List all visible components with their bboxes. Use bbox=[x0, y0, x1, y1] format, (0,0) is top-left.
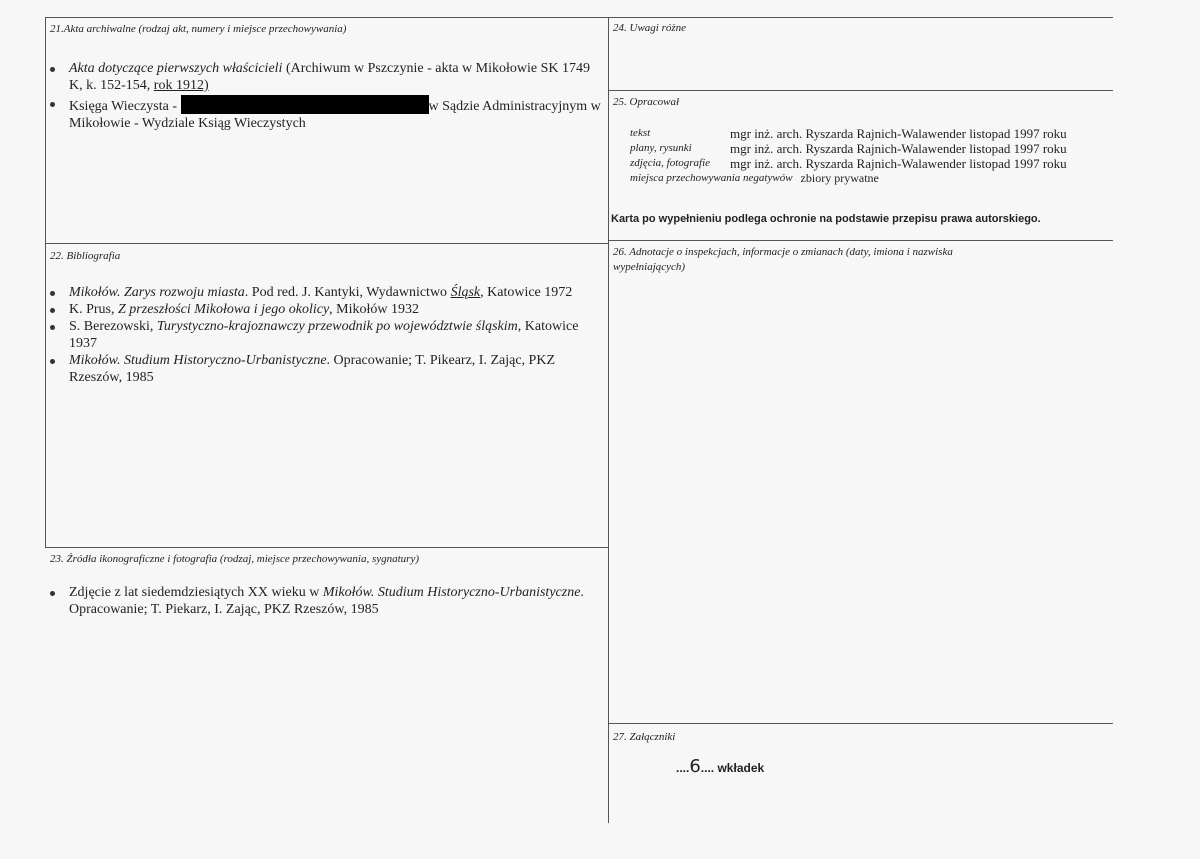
source-details: . Opracowanie; T. Piekarz, I. Zając, PKZ Rzeszów, 1985 bbox=[69, 585, 584, 617]
land-register-label: Księga Wieczysta - bbox=[69, 99, 181, 114]
list-item bbox=[47, 584, 603, 618]
dots-right: .... bbox=[700, 761, 715, 775]
archive-item-title: Akta dotyczące pierwszych właścicieli bbox=[69, 61, 283, 76]
section-23-header: 23. Źródła ikonograficzne i fotografia (rodzaj, miejsce przechowywania, sygnatury) bbox=[50, 553, 419, 565]
divider-25-26 bbox=[608, 240, 1113, 241]
redaction-bar bbox=[181, 95, 429, 114]
negatives-value: zbiory prywatne bbox=[800, 171, 879, 185]
author-row-label: tekst bbox=[630, 127, 651, 139]
list-item bbox=[47, 95, 603, 132]
bibliography-list bbox=[47, 284, 603, 386]
source-title: Mikołów. Studium Historyczno-Urbanistyczne bbox=[322, 585, 581, 600]
list-item bbox=[47, 318, 603, 352]
section-22-header: 22. Bibliografia bbox=[50, 250, 121, 262]
section-26-header-line2: wypełniających) bbox=[613, 261, 686, 273]
divider-24-25 bbox=[608, 90, 1113, 91]
bib-title: Turystyczno-krajoznawczy przewodnik po województwie śląskim bbox=[156, 319, 518, 334]
archive-item-details: (Archiwum w Pszczynie - akta w Mikołowie SK 1749 K, k. 152-154, bbox=[69, 61, 591, 93]
negatives-label: miejsca przechowywania negatywów bbox=[630, 172, 793, 184]
author-row bbox=[630, 126, 1067, 141]
divider-22-23 bbox=[45, 547, 608, 548]
author-row-label: plany, rysunki bbox=[630, 142, 692, 154]
copyright-note: Karta po wypełnieniu podlega ochronie na podstawie przepisu prawa autorskiego. bbox=[611, 213, 1041, 225]
left-border bbox=[45, 17, 46, 547]
list-item bbox=[47, 284, 603, 301]
bib-title: Mikołów. Zarys rozwoju miasta bbox=[69, 285, 245, 300]
attachments-count bbox=[676, 756, 764, 777]
iconographic-list bbox=[47, 584, 603, 618]
author-row bbox=[630, 156, 1067, 171]
bib-title: Z przeszłości Mikołowa i jego okolicy bbox=[118, 302, 330, 317]
source-text: Zdjęcie z lat siedemdziesiątych XX wieku w bbox=[69, 585, 323, 600]
bib-details: . Opracowanie; T. Pikearz, I. Zając, PKZ Rzeszów, 1985 bbox=[69, 353, 555, 385]
section-27-header: 27. Załączniki bbox=[613, 731, 676, 743]
top-border bbox=[45, 17, 1113, 18]
author-row-value: mgr inż. arch. Ryszarda Rajnich-Walawender listopad 1997 roku bbox=[730, 141, 1067, 156]
attachments-label: wkładek bbox=[714, 761, 765, 775]
section-25-header: 25. Opracował bbox=[613, 96, 679, 108]
center-divider bbox=[608, 17, 609, 823]
list-item bbox=[47, 60, 603, 94]
list-item bbox=[47, 301, 603, 318]
negatives-row bbox=[630, 171, 1067, 186]
section-24-header: 24. Uwagi różne bbox=[613, 22, 687, 34]
bib-author: S. Berezowski, bbox=[69, 319, 157, 334]
dots-left: .... bbox=[676, 761, 690, 775]
land-register-details: w Sądzie Administracyjnym w Mikołowie - Wydziale Ksiąg Wieczystych bbox=[69, 99, 601, 131]
bib-details: , Mikołów 1932 bbox=[329, 302, 420, 317]
archive-item-year: rok 1912) bbox=[153, 78, 209, 93]
archival-records-list bbox=[47, 60, 603, 132]
author-row bbox=[630, 141, 1067, 156]
author-row-value: mgr inż. arch. Ryszarda Rajnich-Walawender listopad 1997 roku bbox=[730, 126, 1067, 141]
list-item bbox=[47, 352, 603, 386]
divider-26-27 bbox=[608, 723, 1113, 724]
bib-place-year: , Katowice 1972 bbox=[480, 285, 573, 300]
bib-details: . Pod red. J. Kantyki, Wydawnictwo bbox=[244, 285, 451, 300]
bib-publisher: Śląsk bbox=[450, 285, 481, 300]
author-row-label: zdjęcia, fotografie bbox=[630, 157, 711, 169]
author-row-value: mgr inż. arch. Ryszarda Rajnich-Walawender listopad 1997 roku bbox=[730, 156, 1067, 171]
divider-21-22 bbox=[45, 243, 608, 244]
bib-title: Mikołów. Studium Historyczno-Urbanistyczne bbox=[69, 353, 327, 368]
bib-author: K. Prus, bbox=[69, 302, 119, 317]
section-26-header-line1: 26. Adnotacje o inspekcjach, informacje o zmianach (daty, imiona i nazwiska bbox=[613, 246, 953, 258]
section-26-header bbox=[613, 245, 953, 275]
authors-block bbox=[630, 126, 1067, 186]
handwritten-count: 6 bbox=[689, 756, 701, 777]
bib-details: , Katowice 1937 bbox=[69, 319, 579, 351]
section-21-header: 21.Akta archiwalne (rodzaj akt, numery i miejsce przechowywania) bbox=[50, 23, 347, 35]
